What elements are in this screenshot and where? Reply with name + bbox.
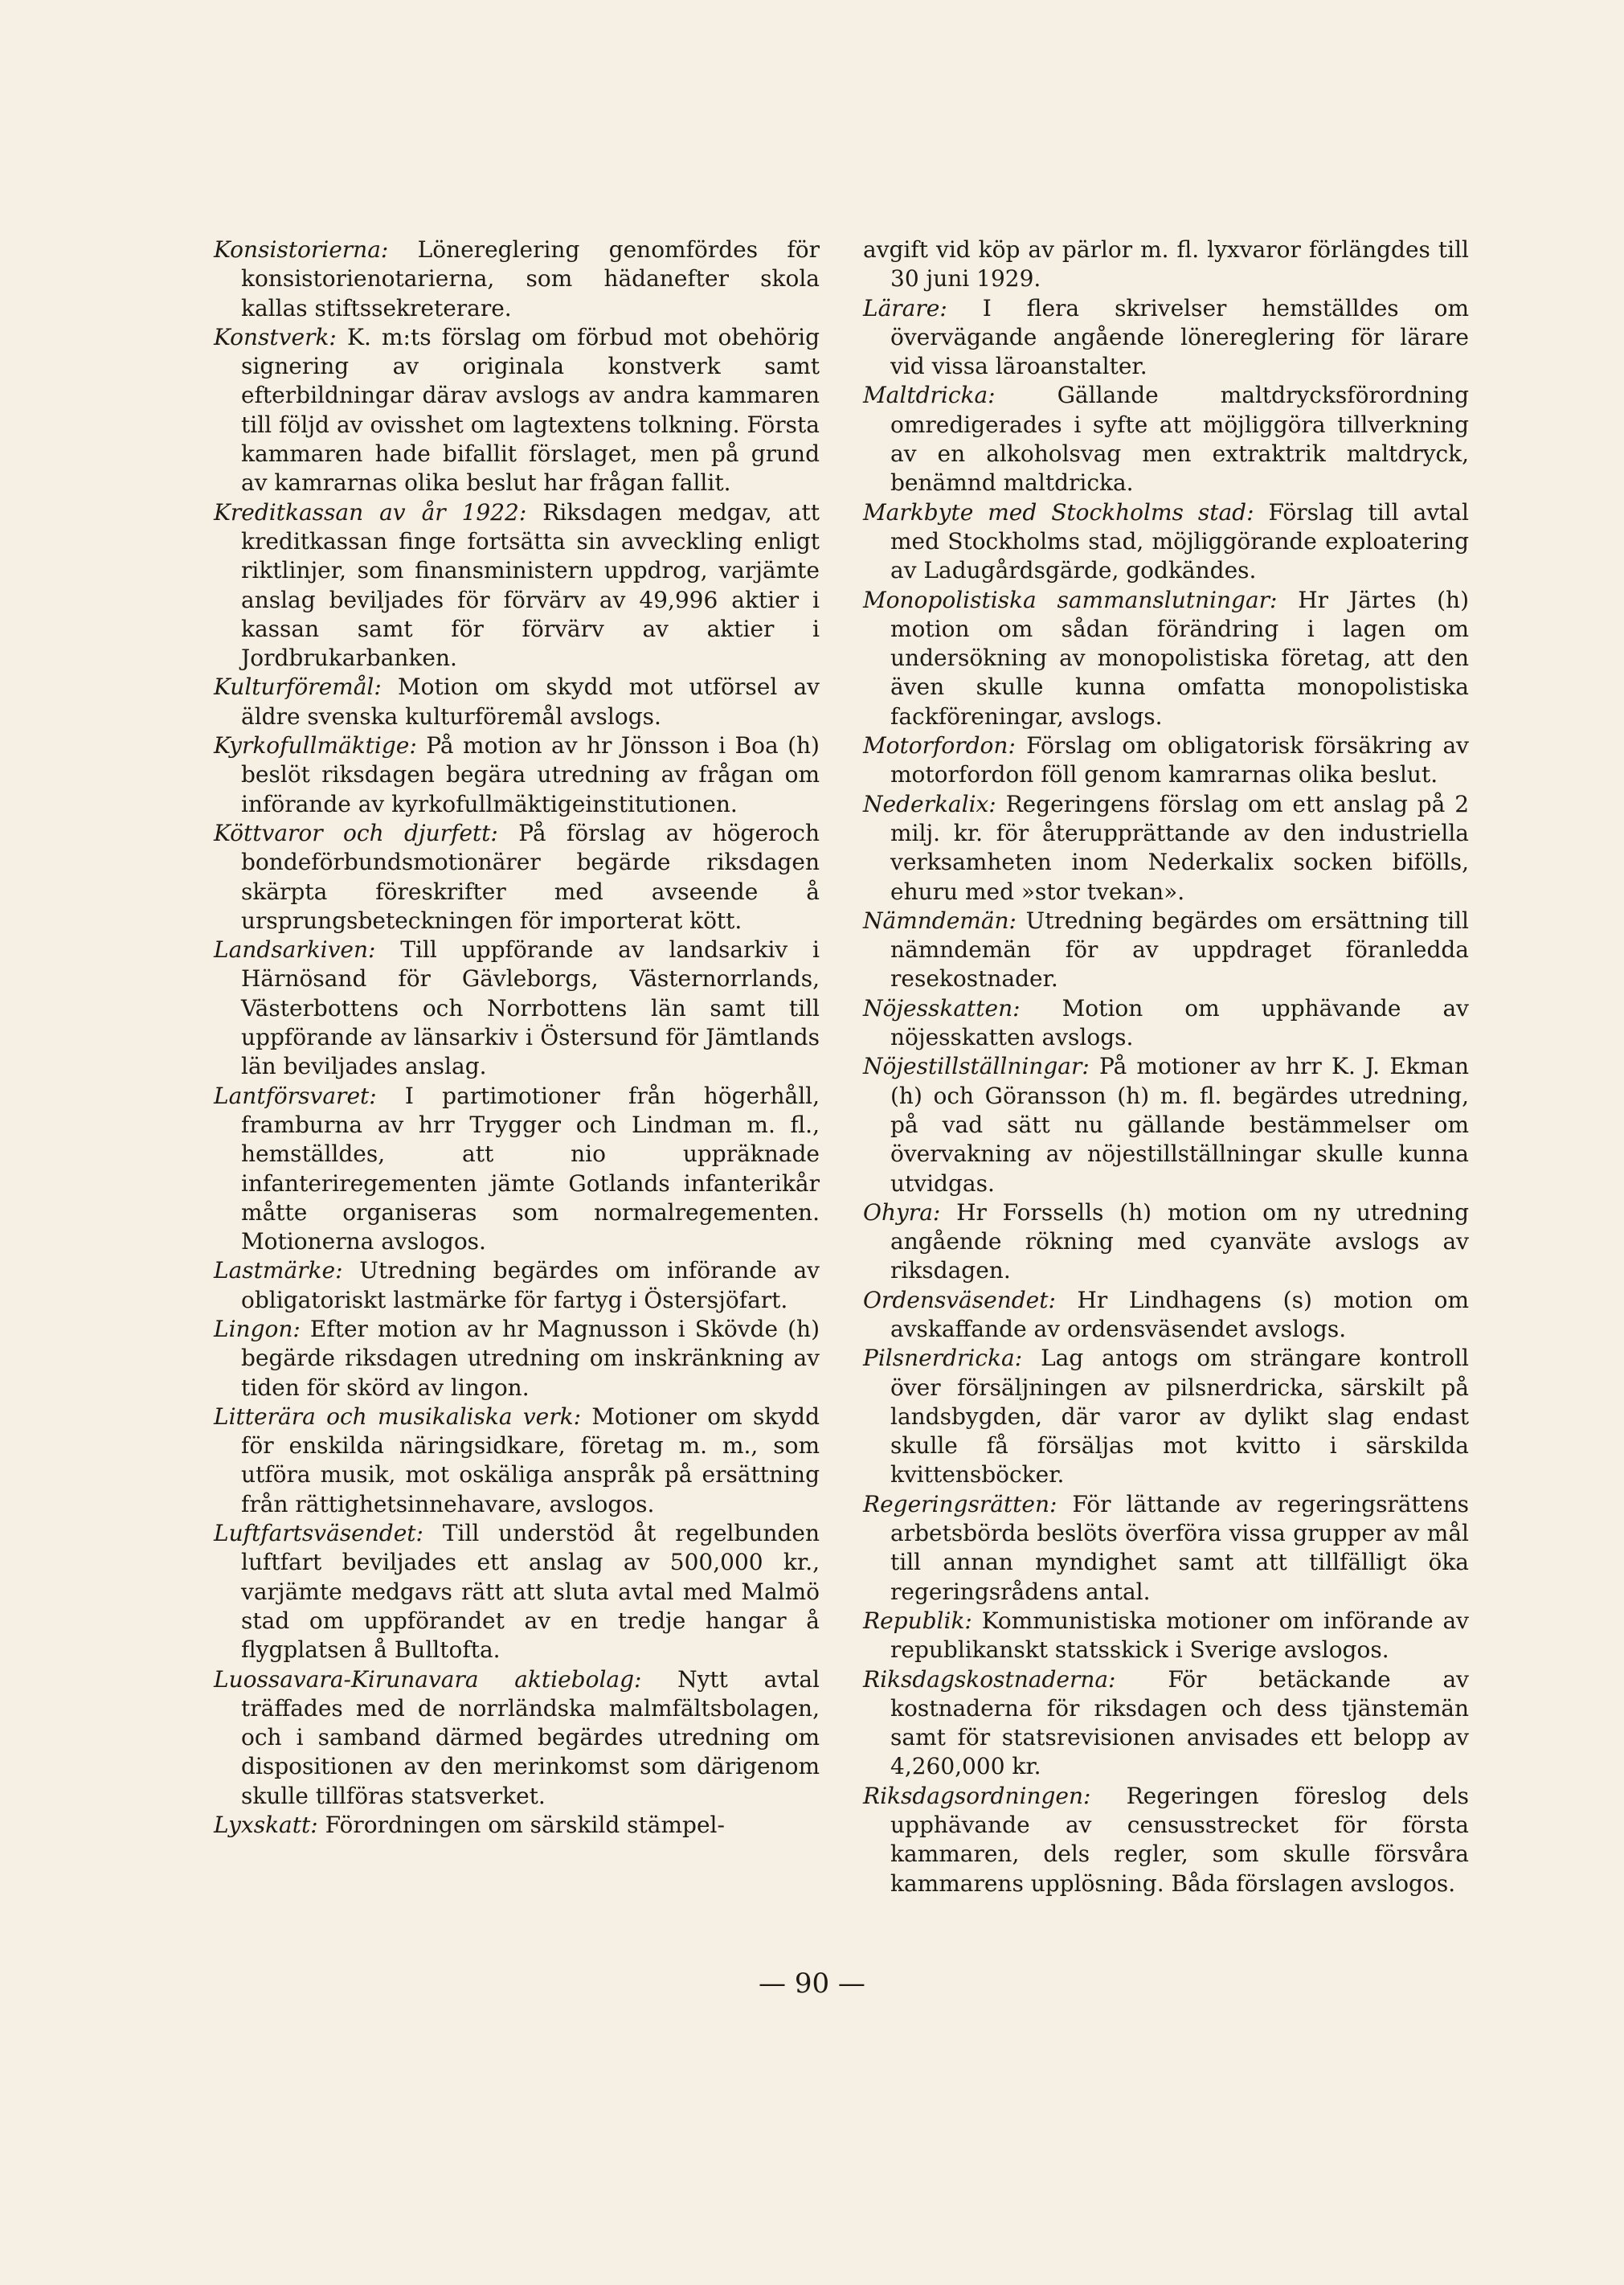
entry-text: Lag antogs om strängare kontroll över försäljningen av pilsnerdricka, särskilt på landsbygden, där varor av dylikt slag endast skulle få försäljas mot kvitto i särskilda kvittensböcker. [890, 1345, 1469, 1489]
entry-term: Ordensväsendet: [863, 1286, 1056, 1313]
entry-text: Utredning begärdes om ersättning till nämndemän för av uppdraget föranledda resekostnader. [890, 907, 1469, 993]
entry [214, 673, 820, 731]
entry-text: Till uppförande av landsarkiv i Härnösand för Gävleborgs, Västernorrlands, Västerbottens och Norrbottens län samt till uppförande av länsarkiv i Östersund för Jämtlands län beviljades anslag. [241, 936, 820, 1080]
entry [214, 819, 820, 936]
entry [863, 1286, 1469, 1345]
entry [863, 235, 1469, 294]
entry [214, 731, 820, 819]
entry [214, 498, 820, 674]
entry [863, 1052, 1469, 1198]
entry-term: Luossavara-Kirunavara aktiebolag: [214, 1665, 642, 1693]
entry-text: Motioner om skydd för enskilda näringsidkare, företag m. m., som utföra musik, mot oskäliga anspråk på ersättning från rättighetsinnehavare, avslogos. [241, 1403, 820, 1517]
entry [214, 235, 820, 323]
entry-text: För lättande av regeringsrättens arbetsbörda beslöts överföra vissa grupper av mål till annan myndighet samt att tillfälligt öka regeringsrådens antal. [890, 1490, 1469, 1605]
entry-text: För betäckande av kostnaderna för riksdagen och dess tjänstemän samt för statsrevisionen anvisades ett belopp av 4,260,000 kr. [890, 1665, 1469, 1780]
entry-term: Republik: [863, 1607, 972, 1634]
entry [863, 381, 1469, 498]
entry-term: Konstverk: [214, 323, 337, 350]
entry [214, 936, 820, 1081]
left-column [214, 235, 820, 1840]
entry [863, 498, 1469, 586]
entry-term: Monopolistiska sammanslutningar: [863, 586, 1278, 613]
entry [863, 586, 1469, 731]
entry-text: Regeringens förslag om ett anslag på 2 milj. kr. för återupprättande av den industriella verksamheten inom Nederkalix socken bifölls, ehuru med »stor tvekan». [890, 790, 1470, 905]
entry [214, 1256, 820, 1315]
entry-text: Hr Lindhagens (s) motion om avskaffande av ordensväsendet avslogs. [890, 1286, 1469, 1342]
entry-text: Riksdagen medgav, att kreditkassan finge fortsätta sin avveckling enligt riktlinjer, som finansministern uppdrog, varjämte anslag beviljades för förvärv av 49,996 aktier i kassan samt för förvärv av aktier i Jordbrukarbanken. [241, 498, 820, 672]
entry-text: Regeringen föreslog dels upphävande av censusstrecket för första kammaren, dels regler, som skulle försvåra kammarens upplösning. Båda förslagen avslogos. [890, 1782, 1469, 1897]
entry-term: Lantförsvaret: [214, 1082, 377, 1109]
entry-text: I flera skrivelser hemställdes om övervägande angående lönereglering för lärare vid vissa läroanstalter. [890, 294, 1470, 380]
entry-term: Nöjestillställningar: [863, 1053, 1090, 1080]
entry-term: Nämndemän: [863, 907, 1017, 934]
entry-term: Ohyra: [863, 1198, 941, 1226]
entry-text: Motion om skydd mot utförsel av äldre svenska kulturföremål avslogs. [241, 674, 820, 730]
entry-text: Utredning begärdes om införande av obligatoriskt lastmärke för fartyg i Östersjöfart. [241, 1257, 820, 1313]
entry-term: Köttvaror och djurfett: [214, 819, 498, 846]
entry-text: Kommunistiska motioner om införande av republikanskt statsskick i Sverige avslogos. [890, 1607, 1469, 1664]
entry-text: Till understöd åt regelbunden luftfart beviljades ett anslag av 500,000 kr., varjämte medgavs rätt att sluta avtal med Malmö stad om uppförandet av en tredje hangar å flygplatsen å Bulltofta. [241, 1520, 820, 1664]
entry-term: Kulturföremål: [214, 674, 382, 701]
entry-text: Gällande maltdrycksförordning omredigerades i syfte att möjliggöra tillverkning av en alkoholsvag men extraktrik maltdryck, benämnd maltdricka. [890, 382, 1470, 497]
entry-text: Hr Järtes (h) motion om sådan förändring i lagen om undersökning av monopolistiska företag, att den även skulle kunna omfatta monopolistiska fackföreningar, avslogs. [890, 586, 1470, 730]
entry-term: Lingon: [214, 1315, 301, 1342]
entry-term: Nederkalix: [863, 790, 996, 817]
page-number: — 90 — [759, 1968, 865, 2000]
entry-text: Förordningen om särskild stämpel- [325, 1812, 725, 1839]
entry [863, 731, 1469, 790]
entry-term: Kreditkassan av år 1922: [214, 498, 527, 526]
right-column [863, 235, 1469, 1898]
entry [863, 294, 1469, 382]
entry-text: avgift vid köp av pärlor m. fl. lyxvaror förlängdes till 30 juni 1929. [863, 236, 1469, 293]
entry [863, 1607, 1469, 1665]
entry-term: Markbyte med Stockholms stad: [863, 498, 1254, 526]
entry-term: Lastmärke: [214, 1257, 343, 1284]
entry-text: Hr Forssells (h) motion om ny utredning angående rökning med cyanväte avslogs av riksdagen. [890, 1198, 1470, 1284]
entry-text: Motion om upphävande av nöjesskatten avslogs. [890, 994, 1469, 1051]
entry-text: På motion av hr Jönsson i Boa (h) beslöt riksdagen begära utredning av frågan om införande av kyrkofullmäktigeinstitutionen. [241, 732, 820, 817]
entry [214, 1519, 820, 1665]
entry-term: Riksdagskostnaderna: [863, 1665, 1116, 1693]
entry [214, 1315, 820, 1403]
entry-text: I partimotioner från högerhåll, framburna av hrr Trygger och Lindman m. fl., hemställdes, att nio uppräknade infanteriregementen jämte Gotlands infanterikår måtte organiseras som normalregementen. Motionerna avslogos. [241, 1082, 820, 1255]
entry [863, 1344, 1469, 1489]
entry-term: Riksdagsordningen: [863, 1782, 1091, 1809]
entry-term: Regeringsrätten: [863, 1490, 1057, 1517]
entry-term: Lärare: [863, 294, 947, 321]
entry-term: Kyrkofullmäktige: [214, 732, 417, 760]
entry [214, 1811, 820, 1840]
entry-term: Landsarkiven: [214, 936, 376, 964]
entry [863, 907, 1469, 994]
entry-text: Efter motion av hr Magnusson i Skövde (h) begärde riksdagen utredning om inskränkning av tiden för skörd av lingon. [241, 1315, 820, 1401]
entry-text: Förslag om obligatorisk försäkring av motorfordon föll genom kamrarnas olika beslut. [890, 732, 1469, 788]
entry-term: Lyxskatt: [214, 1812, 318, 1839]
entry [863, 994, 1469, 1053]
entry-term: Motorfordon: [863, 732, 1016, 760]
entry [214, 1082, 820, 1257]
entry-text: Förslag till avtal med Stockholms stad, möjliggörande exploatering av Ladugårdsgärde, godkändes. [890, 498, 1469, 584]
entry-term: Luftfartsväsendet: [214, 1520, 423, 1547]
entry-text: Lönereglering genomfördes för konsistorienotarierna, som hädanefter skola kallas stiftssekreterare. [241, 236, 820, 321]
entry-text: Nytt avtal träffades med de norrländska malmfältsbolagen, och i samband därmed begärdes utredning om dispositionen av den merinkomst som därigenom skulle tillföras statsverket. [241, 1665, 820, 1809]
entry [863, 790, 1469, 907]
entry-text: På motioner av hrr K. J. Ekman (h) och Göransson (h) m. fl. begärdes utredning, på vad sätt nu gällande bestämmelser om övervakning av nöjestillställningar skulle kunna utvidgas. [890, 1053, 1469, 1197]
entry [863, 1782, 1469, 1898]
entry [214, 1665, 820, 1811]
entry-term: Litterära och musikaliska verk: [214, 1403, 582, 1430]
entry-text: På förslag av högeroch bondeförbundsmotionärer begärde riksdagen skärpta föreskrifter med avseende å ursprungsbeteckningen för importerat kött. [241, 819, 820, 934]
entry [863, 1198, 1469, 1286]
entry [863, 1665, 1469, 1782]
entry [214, 1403, 820, 1519]
entry-term: Konsistorierna: [214, 236, 389, 263]
entry-term: Maltdricka: [863, 382, 996, 409]
entry-term: Nöjesskatten: [863, 994, 1021, 1022]
entry-term: Pilsnerdricka: [863, 1345, 1023, 1372]
entry-text: K. m:ts förslag om förbud mot obehörig signering av originala konstverk samt efterbildningar därav avslogs av andra kammaren till följd av ovisshet om lagtextens tolkning. Första kammaren hade bifallit förslaget, men på grund av kamrarnas olika beslut har frågan fallit. [241, 323, 820, 497]
entry [214, 323, 820, 498]
entry [863, 1490, 1469, 1607]
